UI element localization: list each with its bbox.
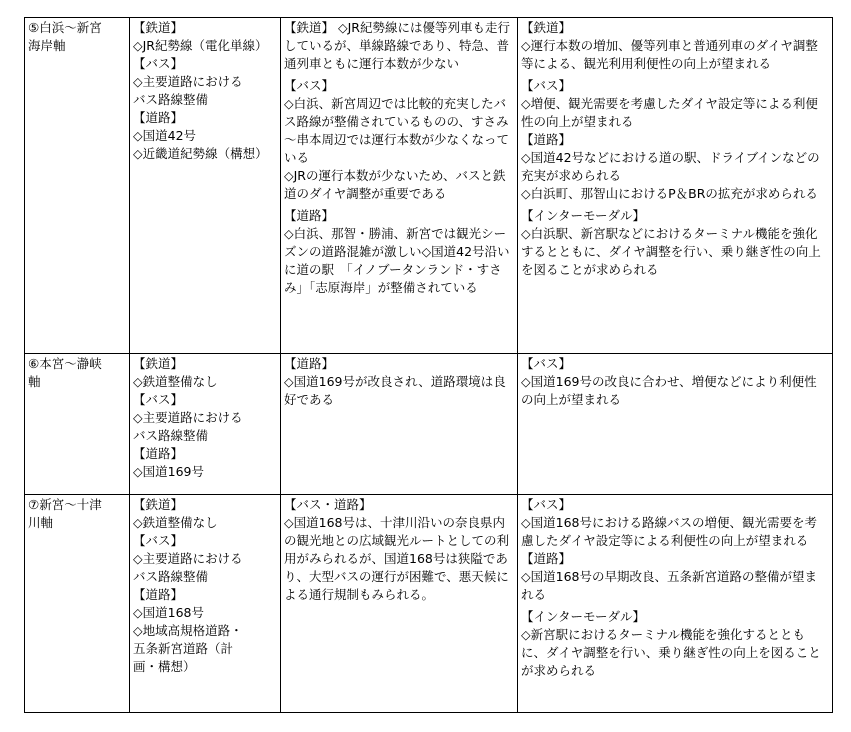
table-row (25, 354, 833, 495)
direction-paragraph: 【インターモーダル】 ◇白浜駅、新宮駅などにおけるターミナル機能を強化するとともに、ダイヤ調整を行い、乗り継ぎ性の向上を図ることが求められる (521, 208, 821, 277)
infra-text: 【鉄道】 ◇鉄道整備なし 【バス】 ◇主要道路における バス路線整備 【道路】 ◇国道169号 (133, 356, 243, 479)
status-paragraph: 【バス・道路】 ◇国道168号は、十津川沿いの奈良県内の観光地との広域観光ルートとしての利用がみられるが、国道168号は狭隘であり、大型バスの運行が困難で、悪天候による通行規制もみられる。 (284, 497, 510, 602)
infra-cell (130, 354, 281, 495)
status-cell (281, 495, 518, 713)
infra-cell (130, 18, 281, 354)
axis-cell (25, 354, 130, 495)
direction-cell (518, 18, 833, 354)
status-cell (281, 18, 518, 354)
status-paragraph: 【道路】 ◇国道169号が改良され、道路環境は良好である (284, 356, 506, 407)
status-paragraph: 【道路】 ◇白浜、那智・勝浦、新宮では観光シーズンの道路混雑が激しい◇国道42号沿いに道の駅 「イノブータンランド・すさみ」「志原海岸」が整備されている (284, 208, 510, 295)
status-paragraph: 【バス】 ◇白浜、新宮周辺では比較的充実したバス路線が整備されているものの、すさみ～串本周辺では運行本数が少なくなっている ◇JRの運行本数が少ないため、バスと鉄道のダイヤ調整が重要である (284, 78, 510, 201)
direction-paragraph: 【バス】 ◇国道168号における路線バスの増便、観光需要を考慮したダイヤ設定等による利便性の向上が望まれる 【道路】 ◇国道168号の早期改良、五条新宮道路の整備が望まれる (521, 497, 817, 602)
direction-paragraph: 【インターモーダル】 ◇新宮駅におけるターミナル機能を強化するとともに、ダイヤ調整を行い、乗り継ぎ性の向上を図ることが求められる (521, 609, 821, 678)
direction-paragraph: 【バス】 ◇増便、観光需要を考慮したダイヤ設定等による利便性の向上が望まれる 【道路】 ◇国道42号などにおける道の駅、ドライブインなどの充実が求められる ◇白浜町、那智山におけるP＆BRの拡充が求められる (521, 78, 820, 201)
direction-paragraph: 【バス】 ◇国道169号の改良に合わせ、増便などにより利便性の向上が望まれる (521, 356, 817, 407)
status-paragraph: 【鉄道】 ◇JR紀勢線には優等列車も走行しているが、単線路線であり、特急、普通列車ともに運行本数が少ない (284, 20, 510, 71)
infra-text: 【鉄道】 ◇JR紀勢線（電化単線） 【バス】 ◇主要道路における バス路線整備 【道路】 ◇国道42号 ◇近畿道紀勢線（構想） (133, 20, 268, 161)
direction-paragraph: 【鉄道】 ◇運行本数の増加、優等列車と普通列車のダイヤ調整等による、観光利用利便性の向上が望まれる (521, 20, 818, 71)
axis-name: ⑦新宮～十津 川軸 (28, 497, 102, 530)
transport-axis-table (24, 17, 833, 713)
axis-cell (25, 18, 130, 354)
table-row (25, 18, 833, 354)
axis-name: ⑤白浜～新宮 海岸軸 (28, 20, 102, 53)
axis-cell (25, 495, 130, 713)
status-cell (281, 354, 518, 495)
infra-text: 【鉄道】 ◇鉄道整備なし 【バス】 ◇主要道路における バス路線整備 【道路】 ◇国道168号 ◇地域高規格道路・ 五条新宮道路（計 画・構想） (133, 497, 243, 674)
direction-cell (518, 354, 833, 495)
direction-cell (518, 495, 833, 713)
axis-name: ⑥本宮～瀞峡 軸 (28, 356, 102, 389)
table-row (25, 495, 833, 713)
infra-cell (130, 495, 281, 713)
